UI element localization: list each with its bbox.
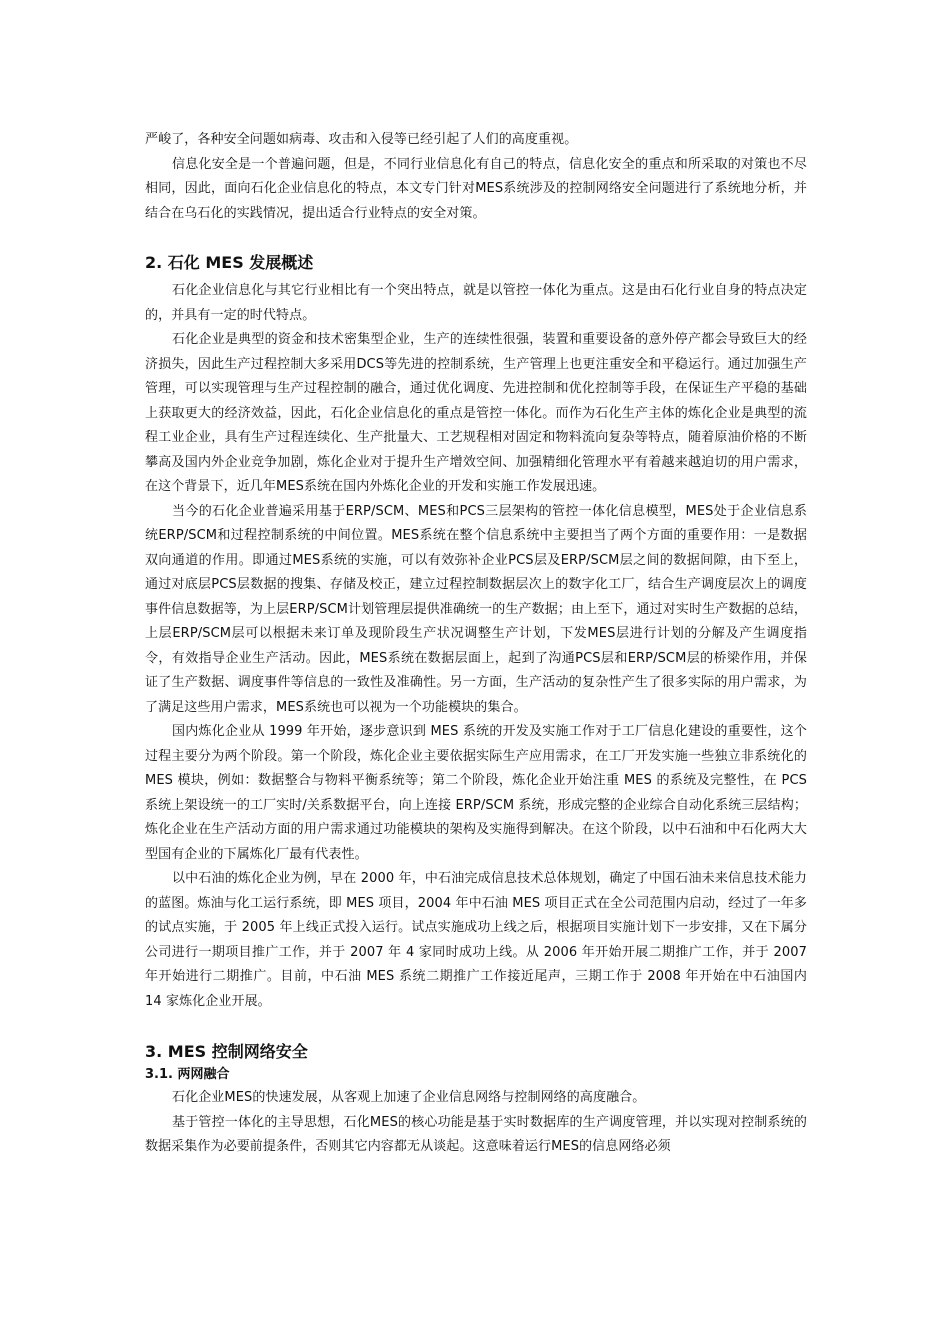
- section-2-paragraph-2: 石化企业是典型的资金和技术密集型企业，生产的连续性很强，装置和重要设备的意外停产都会导致巨大的经济损失，因此生产过程控制大多采用DCS等先进的控制系统，生产管理上也更注重安全和平稳运行。通过加强生产管理，可以实现管理与生产过程控制的融合，通过优化调度、先进控制和优化控制等手段，在保证生产平稳的基础上获取更大的经济效益，因此，石化企业信息化的重点是管控一体化。而作为石化生产主体的炼化企业是典型的流程工业企业，具有生产过程连续化、生产批量大、工艺规程相对固定和物料流向复杂等特点，随着原油价格的不断攀高及国内外企业竞争加剧，炼化企业对于提升生产增效空间、加强精细化管理水平有着越来越迫切的用户需求，在这个背景下，近几年MES系统在国内外炼化企业的开发和实施工作发展迅速。: [145, 332, 807, 494]
- intro-paragraph-2: 信息化安全是一个普遍问题，但是，不同行业信息化有自己的特点，信息化安全的重点和所采取的对策也不尽相同，因此，面向石化企业信息化的特点，本文专门针对MES系统涉及的控制网络安全问题进行了系统地分析，并结合在乌石化的实践情况，提出适合行业特点的安全对策。: [145, 156, 807, 221]
- section-3-1-heading: 3.1. 两网融合: [145, 1067, 230, 1082]
- section-3-1-paragraph-1: 石化企业MES的快速发展，从客观上加速了企业信息网络与控制网络的高度融合。: [172, 1090, 646, 1105]
- document-page: [145, 128, 807, 1160]
- section-3-heading: 3. MES 控制网络安全: [145, 1042, 308, 1061]
- section-2-paragraph-3: 当今的石化企业普遍采用基于ERP/SCM、MES和PCS三层架构的管控一体化信息模型，MES处于企业信息系统ERP/SCM和过程控制系统的中间位置。MES系统在整个信息系统中主要担当了两个方面的重要作用：一是数据双向通道的作用。即通过MES系统的实施，可以有效弥补企业PCS层及ERP/SCM层之间的数据间隙，由下至上，通过对底层PCS层数据的搜集、存储及校正，建立过程控制数据层次上的数字化工厂，结合生产调度层次上的调度事件信息数据等，为上层ERP/SCM计划管理层提供准确统一的生产数据；由上至下，通过对实时生产数据的总结，上层ERP/SCM层可以根据未来订单及现阶段生产状况调整生产计划，下发MES层进行计划的分解及产生调度指令，有效指导企业生产活动。因此，MES系统在数据层面上，起到了沟通PCS层和ERP/SCM层的桥梁作用，并保证了生产数据、调度事件等信息的一致性及准确性。另一方面，生产活动的复杂性产生了很多实际的用户需求，为了满足这些用户需求，MES系统也可以视为一个功能模块的集合。: [145, 503, 807, 715]
- intro-paragraph-1: 严峻了，各种安全问题如病毒、攻击和入侵等已经引起了人们的高度重视。: [145, 132, 578, 147]
- section-spacer: [145, 226, 807, 251]
- section-2-paragraph-5: 以中石油的炼化企业为例，早在 2000 年，中石油完成信息技术总体规划，确定了中国石油未来信息技术能力的蓝图。炼油与化工运行系统，即 MES 项目，2004 年中石油 MES 项目正式在全公司范围内启动，经过了一年多的试点实施，于 2005 年上线正式投入运行。试点实施成功上线之后，根据项目实施计划下一步安排，又在下属分公司进行一期项目推广工作，并于 2007 年 4 家同时成功上线。从 2006 年开始开展二期推广工作，并于 2007 年开始进行二期推广。目前，中石油 MES 系统二期推广工作接近尾声，三期工作于 2008 年开始在中石油国内 14 家炼化企业开展。: [145, 871, 807, 1009]
- section-3-1-paragraph-2: 基于管控一体化的主导思想，石化MES的核心功能是基于实时数据库的生产调度管理，并以实现对控制系统的数据采集作为必要前提条件，否则其它内容都无从谈起。这意味着运行MES的信息网络必须: [145, 1114, 807, 1154]
- section-2-heading: 2. 石化 MES 发展概述: [145, 253, 314, 272]
- section-spacer: [145, 1014, 807, 1040]
- section-2-paragraph-1: 石化企业信息化与其它行业相比有一个突出特点，就是以管控一体化为重点。这是由石化行业自身的特点决定的，并具有一定的时代特点。: [145, 283, 807, 323]
- section-2-paragraph-4: 国内炼化企业从 1999 年开始，逐步意识到 MES 系统的开发及实施工作对于工厂信息化建设的重要性，这个过程主要分为两个阶段。第一个阶段，炼化企业主要依据实际生产应用需求，在工厂开发实施一些独立非系统化的 MES 模块，例如：数据整合与物料平衡系统等；第二个阶段，炼化企业开始注重 MES 的系统及完整性，在 PCS 系统上架设统一的工厂实时/关系数据平台，向上连接 ERP/SCM 系统，形成完整的企业综合自动化系统三层结构；炼化企业在生产活动方面的用户需求通过功能模块的架构及实施得到解决。在这个阶段，以中石油和中石化两大大型国有企业的下属炼化厂最有代表性。: [145, 724, 807, 862]
